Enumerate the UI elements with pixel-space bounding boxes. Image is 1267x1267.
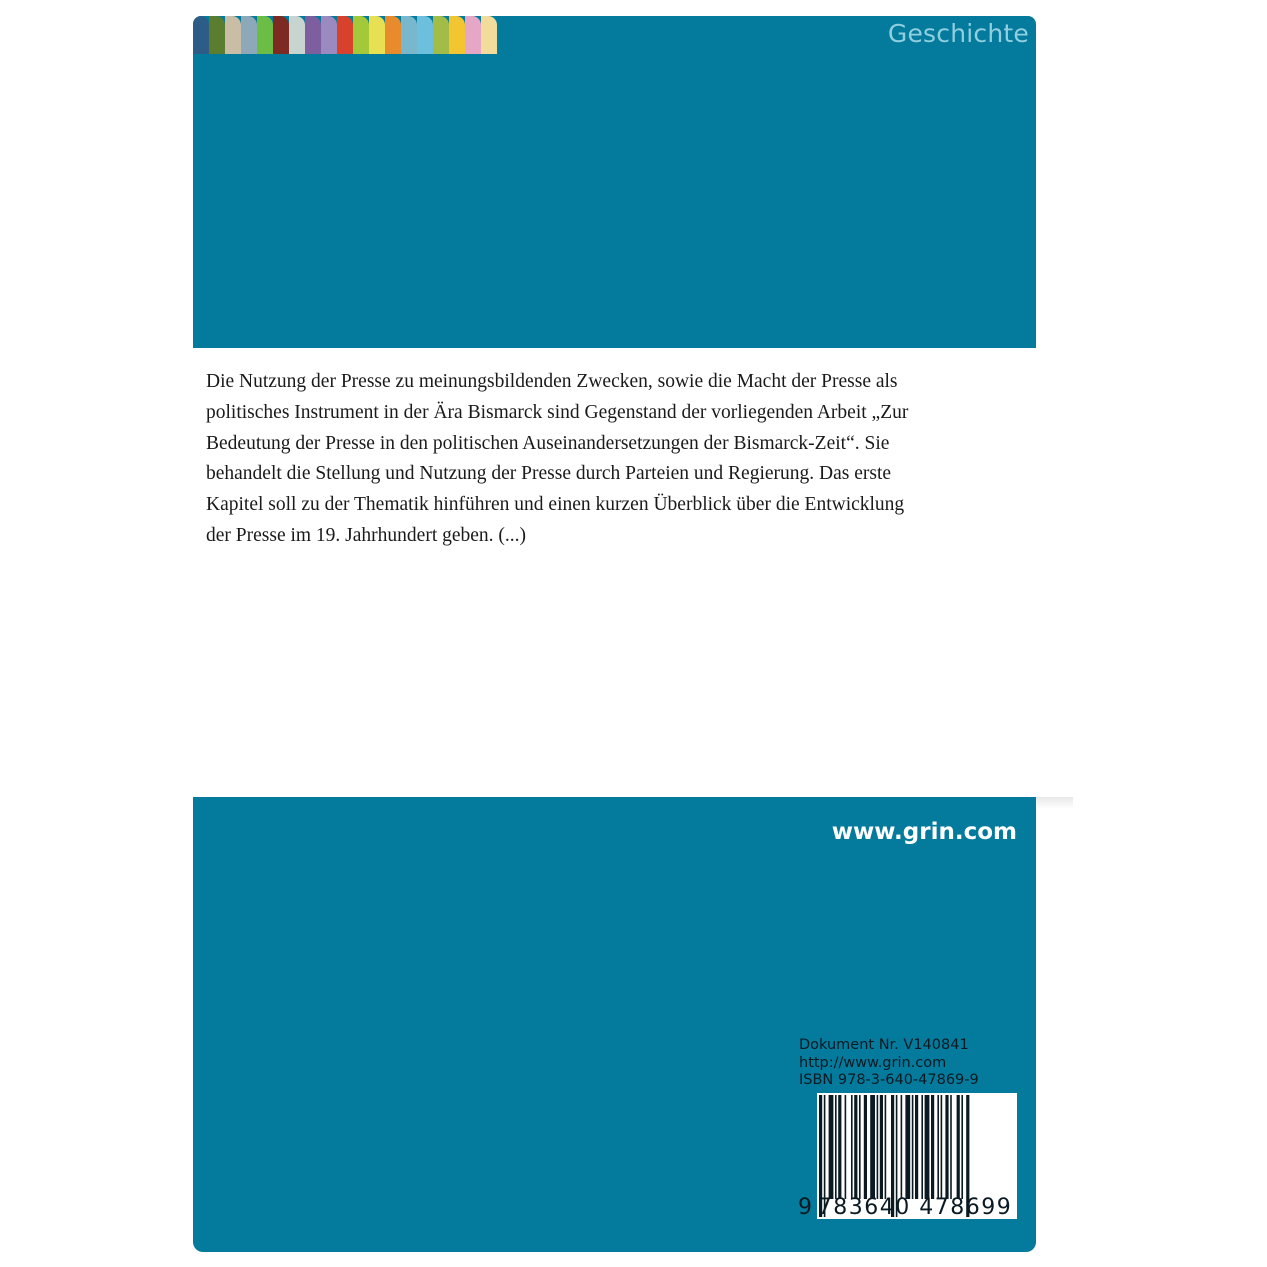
color-stripe — [433, 16, 449, 54]
website-label: www.grin.com — [831, 819, 1017, 845]
color-stripe — [209, 16, 225, 54]
blurb-text: Die Nutzung der Presse zu meinungsbildenden Zwecken, sowie die Macht der Presse als politisches Instrument in der Ära Bismarck sind Gegenstand der vorliegenden Arbeit „Zur Bedeutung der Presse in den politischen Auseinandersetzungen der Bismarck-Zeit“. Sie behandelt die Stellung und Nutzung der Presse durch Parteien und Regierung. Das erste Kapitel soll zu der Thematik hinführen und einen kurzen Überblick über die Entwicklung der Presse im 19. Jahrhundert geben. (...) — [206, 371, 909, 546]
publisher-url: http://www.grin.com — [799, 1054, 947, 1071]
color-stripe — [241, 16, 257, 54]
page-shadow — [1036, 797, 1073, 809]
top-color-band — [193, 16, 1036, 348]
color-stripe — [337, 16, 353, 54]
color-stripe — [385, 16, 401, 54]
barcode-first-digit: 9 — [798, 1195, 812, 1220]
document-number: Dokument Nr. V140841 — [799, 1037, 969, 1053]
bottom-color-band — [193, 797, 1036, 1252]
barcode-digits: 783640 478699 — [817, 1195, 1013, 1220]
color-stripe — [465, 16, 481, 54]
color-stripe — [417, 16, 433, 54]
isbn: ISBN 978-3-640-47869-9 — [799, 1072, 979, 1088]
color-stripe — [353, 16, 369, 54]
color-stripe — [305, 16, 321, 54]
color-stripe — [369, 16, 385, 54]
category-label: Geschichte — [887, 19, 1029, 48]
color-stripe — [449, 16, 465, 54]
color-stripe — [401, 16, 417, 54]
book-back-cover — [193, 16, 1036, 1252]
color-stripe — [289, 16, 305, 54]
color-stripe — [273, 16, 289, 54]
color-stripe — [257, 16, 273, 54]
document-info — [799, 1037, 979, 1090]
color-stripe — [225, 16, 241, 54]
color-stripe — [321, 16, 337, 54]
color-stripe — [481, 16, 497, 54]
color-stripes — [193, 16, 497, 54]
color-stripe — [193, 16, 209, 54]
